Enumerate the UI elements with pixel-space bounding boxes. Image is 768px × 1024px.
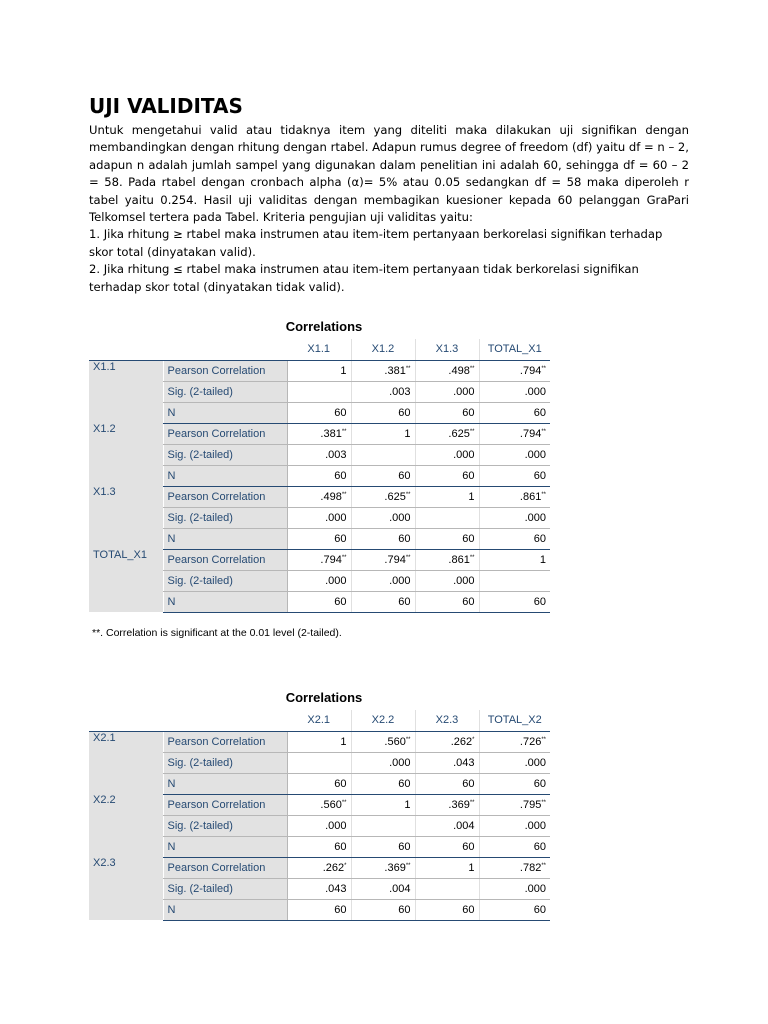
value-cell [287, 878, 351, 899]
row-group-label: X2.1 [89, 731, 163, 794]
cell-value: .000 [524, 511, 546, 524]
value-cell [479, 507, 550, 528]
significance-mark: ** [469, 799, 475, 806]
value-cell [287, 857, 351, 878]
value-cell [479, 731, 550, 752]
cell-value: 60 [462, 903, 475, 916]
cell-value: .000 [524, 448, 546, 461]
statistic-label: Pearson Correlation [163, 857, 287, 878]
value-cell [479, 899, 550, 920]
column-header: TOTAL_X2 [479, 710, 550, 731]
significance-mark: ** [341, 491, 347, 498]
value-cell [479, 752, 550, 773]
value-cell [351, 423, 415, 444]
value-cell [479, 486, 550, 507]
cell-value: 60 [533, 532, 546, 545]
statistic-label: N [163, 899, 287, 920]
value-cell [479, 591, 550, 612]
table-row [89, 423, 550, 444]
cell-value: .000 [524, 756, 546, 769]
table-row [89, 549, 550, 570]
value-cell [479, 465, 550, 486]
significance-mark: ** [541, 365, 546, 372]
cell-value: 1 [404, 427, 411, 440]
cell-value: .794 [519, 427, 542, 440]
value-cell [415, 507, 479, 528]
cell-value: 60 [398, 840, 411, 853]
cell-value: 60 [462, 595, 475, 608]
value-cell [351, 773, 415, 794]
statistic-label: Sig. (2-tailed) [163, 381, 287, 402]
value-cell [351, 402, 415, 423]
cell-value: 60 [398, 777, 411, 790]
cell-value: .560 [384, 735, 406, 748]
criteria-item: 2. Jika rhitung ≤ rtabel maka instrumen atau item-item pertanyaan tidak berkorelasi signifikan terhadap skor total (dinyatakan tidak valid). [89, 262, 639, 294]
value-cell [287, 836, 351, 857]
significance-mark: ** [469, 365, 475, 372]
cell-value: .782 [519, 861, 542, 874]
page-title: UJI VALIDITAS [89, 94, 243, 118]
value-cell [415, 857, 479, 878]
value-cell [415, 465, 479, 486]
value-cell [479, 360, 550, 381]
cell-value: .000 [524, 882, 546, 895]
value-cell [415, 444, 479, 465]
cell-value: .498 [320, 490, 342, 503]
significance-mark: ** [341, 428, 347, 435]
value-cell [479, 402, 550, 423]
header-row [89, 710, 550, 731]
cell-value: .861 [519, 490, 542, 503]
statistic-label: Pearson Correlation [163, 549, 287, 570]
cell-value: .498 [448, 364, 470, 377]
statistic-label: N [163, 773, 287, 794]
value-cell [287, 794, 351, 815]
value-cell [415, 815, 479, 836]
cell-value: 60 [533, 406, 546, 419]
cell-value: 60 [334, 469, 347, 482]
cell-value: .381 [384, 364, 406, 377]
statistic-label: Pearson Correlation [163, 794, 287, 815]
cell-value: 60 [398, 903, 411, 916]
cell-value: 60 [462, 532, 475, 545]
value-cell [415, 570, 479, 591]
value-cell [287, 731, 351, 752]
cell-value: 60 [533, 777, 546, 790]
value-cell [479, 570, 550, 591]
cell-value: 60 [334, 406, 347, 419]
cell-value: .003 [389, 385, 411, 398]
value-cell [415, 381, 479, 402]
value-cell [351, 591, 415, 612]
table-row [89, 794, 550, 815]
value-cell [351, 507, 415, 528]
cell-value: .726 [519, 735, 542, 748]
cell-value: 1 [468, 490, 475, 503]
row-group-label: TOTAL_X1 [89, 549, 163, 612]
cell-value: 1 [539, 553, 546, 566]
significance-mark: ** [405, 862, 411, 869]
value-cell [287, 899, 351, 920]
cell-value: .262 [450, 735, 473, 748]
value-cell [479, 549, 550, 570]
cell-value: 60 [398, 406, 411, 419]
value-cell [415, 486, 479, 507]
cell-value: .795 [519, 798, 542, 811]
value-cell [287, 423, 351, 444]
cell-value: .000 [389, 511, 411, 524]
statistic-label: N [163, 591, 287, 612]
value-cell [351, 731, 415, 752]
value-cell [351, 570, 415, 591]
table-title: Correlations [285, 690, 363, 705]
significance-mark: ** [341, 554, 347, 561]
row-group-label: X1.2 [89, 423, 163, 486]
significance-mark: ** [541, 799, 546, 806]
value-cell [415, 591, 479, 612]
cell-value: 60 [533, 903, 546, 916]
significance-mark: ** [541, 736, 546, 743]
value-cell [415, 549, 479, 570]
value-cell [287, 360, 351, 381]
value-cell [287, 486, 351, 507]
cell-value: 60 [334, 903, 347, 916]
value-cell [351, 857, 415, 878]
value-cell [287, 507, 351, 528]
statistic-label: Pearson Correlation [163, 423, 287, 444]
value-cell [415, 878, 479, 899]
cell-value: .794 [320, 553, 342, 566]
value-cell [479, 773, 550, 794]
row-group-label: X1.3 [89, 486, 163, 549]
row-group-label: X2.2 [89, 794, 163, 857]
statistic-label: Sig. (2-tailed) [163, 815, 287, 836]
intro-paragraph: Untuk mengetahui valid atau tidaknya item yang diteliti maka dilakukan uji signifikan dengan membandingkan dengan rhitung dengan rtabel. Adapun rumus degree of freedom (df) yaitu df = n – 2, adapun n adalah jumlah sampel yang digunakan dalam penelitian ini adalah 60, sehingga df = 60 – 2 = 58. Pada rtabel dengan cronbach alpha (α)= 5% atau 0.05 sedangkan df = 58 maka diperoleh r tabel yaitu 0.254. Hasil uji validitas dengan membagikan kuesioner kepada 60 pelanggan GraPari Telkomsel tertera pada Tabel. Kriteria pengujian uji validitas yaitu: [89, 123, 689, 225]
value-cell [351, 878, 415, 899]
significance-mark: ** [405, 365, 411, 372]
table-row [89, 486, 550, 507]
cell-value: 60 [334, 532, 347, 545]
significance-mark: ** [405, 736, 411, 743]
value-cell [351, 794, 415, 815]
cell-value: .625 [384, 490, 406, 503]
cell-value: .000 [453, 385, 475, 398]
value-cell [479, 794, 550, 815]
statistic-label: Sig. (2-tailed) [163, 507, 287, 528]
row-group-label: X2.3 [89, 857, 163, 920]
table-row [89, 360, 550, 381]
cell-value: .369 [448, 798, 470, 811]
statistic-label: N [163, 465, 287, 486]
table-row [89, 857, 550, 878]
significance-mark: ** [541, 491, 546, 498]
value-cell [351, 836, 415, 857]
value-cell [287, 773, 351, 794]
value-cell [351, 815, 415, 836]
cell-value: 60 [462, 469, 475, 482]
cell-value: .043 [325, 882, 347, 895]
value-cell [479, 528, 550, 549]
cell-value: 1 [340, 735, 347, 748]
cell-value: .004 [453, 819, 475, 832]
value-cell [351, 528, 415, 549]
value-cell [287, 549, 351, 570]
value-cell [415, 794, 479, 815]
value-cell [415, 731, 479, 752]
cell-value: 60 [334, 840, 347, 853]
cell-value: 1 [404, 798, 411, 811]
significance-mark: ** [405, 491, 411, 498]
cell-value: 60 [334, 595, 347, 608]
value-cell [351, 549, 415, 570]
cell-value: .625 [448, 427, 470, 440]
cell-value: .000 [325, 511, 347, 524]
value-cell [479, 444, 550, 465]
significance-mark: ** [541, 862, 546, 869]
significance-mark: * [344, 862, 347, 869]
value-cell [415, 402, 479, 423]
value-cell [351, 752, 415, 773]
value-cell [287, 444, 351, 465]
value-cell [287, 402, 351, 423]
cell-value: .794 [384, 553, 406, 566]
cell-value: .003 [325, 448, 347, 461]
column-header: X2.1 [287, 710, 351, 731]
value-cell [479, 381, 550, 402]
correlations-grid [89, 710, 550, 921]
value-cell [479, 836, 550, 857]
significance-mark: ** [469, 428, 475, 435]
column-header: X1.3 [415, 339, 479, 360]
statistic-label: Sig. (2-tailed) [163, 752, 287, 773]
cell-value: .000 [453, 448, 475, 461]
cell-value: 60 [398, 532, 411, 545]
significance-mark: * [472, 736, 475, 743]
cell-value: .000 [389, 756, 411, 769]
statistic-label: Sig. (2-tailed) [163, 878, 287, 899]
value-cell [351, 360, 415, 381]
criteria-item: 1. Jika rhitung ≥ rtabel maka instrumen atau item-item pertanyaan berkorelasi signifikan terhadap skor total (dinyatakan valid). [89, 227, 663, 259]
value-cell [415, 423, 479, 444]
value-cell [351, 899, 415, 920]
value-cell [351, 444, 415, 465]
statistic-label: N [163, 402, 287, 423]
value-cell [287, 591, 351, 612]
column-header: X2.3 [415, 710, 479, 731]
value-cell [479, 857, 550, 878]
column-header: X1.1 [287, 339, 351, 360]
header-blank [89, 339, 287, 360]
cell-value: .000 [453, 574, 475, 587]
cell-value: .262 [322, 861, 345, 874]
value-cell [351, 465, 415, 486]
correlations-grid [89, 339, 550, 613]
statistic-label: Pearson Correlation [163, 360, 287, 381]
statistic-label: Sig. (2-tailed) [163, 570, 287, 591]
significance-mark: ** [341, 799, 347, 806]
table-footnote: **. Correlation is significant at the 0.01 level (2-tailed). [92, 627, 342, 639]
value-cell [415, 752, 479, 773]
table-title: Correlations [285, 319, 363, 334]
significance-mark: ** [405, 554, 411, 561]
column-header: X1.2 [351, 339, 415, 360]
cell-value: 1 [340, 364, 347, 377]
value-cell [479, 423, 550, 444]
table-row [89, 731, 550, 752]
cell-value: .000 [524, 385, 546, 398]
value-cell [415, 899, 479, 920]
cell-value: 60 [462, 777, 475, 790]
cell-value: 60 [533, 840, 546, 853]
statistic-label: N [163, 528, 287, 549]
column-header: X2.2 [351, 710, 415, 731]
value-cell [415, 773, 479, 794]
cell-value: .000 [389, 574, 411, 587]
cell-value: 60 [462, 406, 475, 419]
cell-value: .000 [325, 574, 347, 587]
cell-value: 60 [462, 840, 475, 853]
header-blank [89, 710, 287, 731]
cell-value: 1 [468, 861, 475, 874]
body-text [89, 122, 689, 296]
cell-value: 60 [334, 777, 347, 790]
cell-value: 60 [398, 595, 411, 608]
statistic-label: Pearson Correlation [163, 486, 287, 507]
value-cell [287, 465, 351, 486]
value-cell [287, 381, 351, 402]
cell-value: .000 [524, 819, 546, 832]
cell-value: .794 [519, 364, 542, 377]
cell-value: .000 [325, 819, 347, 832]
row-group-label: X1.1 [89, 360, 163, 423]
statistic-label: Sig. (2-tailed) [163, 444, 287, 465]
value-cell [287, 528, 351, 549]
value-cell [415, 528, 479, 549]
cell-value: .560 [320, 798, 342, 811]
cell-value: 60 [533, 595, 546, 608]
value-cell [479, 815, 550, 836]
significance-mark: ** [469, 554, 475, 561]
cell-value: .861 [448, 553, 470, 566]
cell-value: 60 [398, 469, 411, 482]
cell-value: .381 [320, 427, 342, 440]
significance-mark: ** [541, 428, 546, 435]
statistic-label: N [163, 836, 287, 857]
cell-value: 60 [533, 469, 546, 482]
value-cell [351, 381, 415, 402]
value-cell [479, 878, 550, 899]
statistic-label: Pearson Correlation [163, 731, 287, 752]
value-cell [415, 360, 479, 381]
cell-value: .369 [384, 861, 406, 874]
value-cell [287, 570, 351, 591]
value-cell [415, 836, 479, 857]
value-cell [287, 815, 351, 836]
cell-value: .043 [453, 756, 475, 769]
header-row [89, 339, 550, 360]
cell-value: .004 [389, 882, 411, 895]
column-header: TOTAL_X1 [479, 339, 550, 360]
value-cell [351, 486, 415, 507]
value-cell [287, 752, 351, 773]
